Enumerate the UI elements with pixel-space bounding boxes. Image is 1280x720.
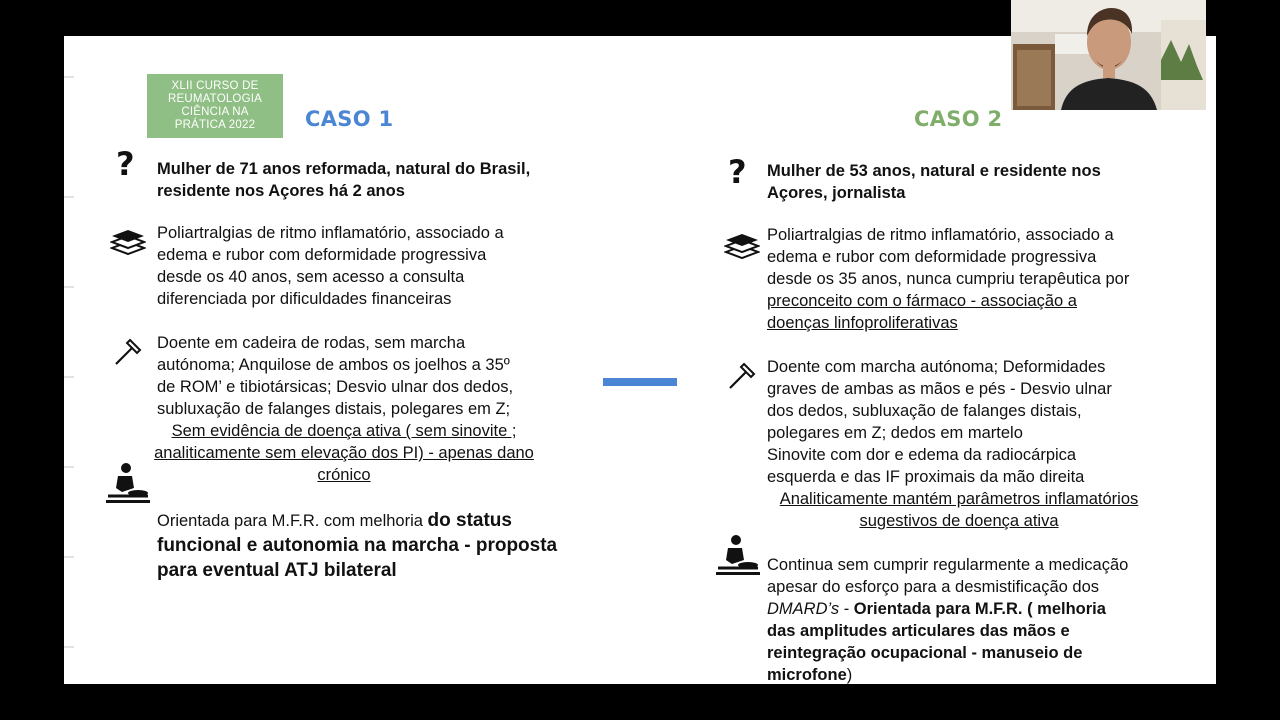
books-icon [724,234,760,260]
reflex-hammer-icon [112,336,144,368]
speaker-webcam-video [1011,0,1206,110]
caso2-treatment: Continua sem cumprir regularmente a medicação apesar do esforço para a desmistificação dos DMARD’s - Orientada para M.F.R. ( melhoria das amplitudes articulares das mãos e reintegração ocupacional - manuseio de microfone) [767,556,1129,684]
books-icon [110,230,146,256]
question-mark-icon: ? [728,153,747,191]
caso2-history: Poliartralgias de ritmo inflamatório, associado a edema e rubor com deformidade progressiva desde os 35 anos, nunca cumpriu terapêutica por preconceito com o fármaco - associação a doenças linfoproliferativas [767,226,1130,332]
reflex-hammer-icon [726,360,758,392]
caso2-identification: Mulher de 53 anos, natural e residente nos Açores, jornalista [767,162,1101,202]
caso2-activity-note: Analiticamente mantém parâmetros inflamatórios sugestivos de doença ativa [779,490,1139,530]
caso1-treatment: Orientada para M.F.R. com melhoria do status funcional e autonomia na marcha - proposta para eventual ATJ bilateral [157,510,558,581]
separator-dash [603,378,677,386]
caso1-exam: Doente em cadeira de rodas, sem marcha autónoma; Anquilose de ambos os joelhos a 35º de ROM’ e tibiotársicas; Desvio ulnar dos dedos, subluxação de falanges distais, polegares em Z; [157,334,514,418]
webcam-frame-image [1011,0,1206,110]
caso1-title: CASO 1 [305,107,394,131]
caso1-activity-note: Sem evidência de doença ativa ( sem sinovite ; analiticamente sem elevação dos PI) - apenas dano crónico [154,422,534,484]
presentation-slide [64,36,1216,684]
caso2-exam: Doente com marcha autónoma; Deformidades graves de ambas as mãos e pés - Desvio ulnar dos dedos, subluxação de falanges distais, polegares em Z; dedos em martelo Sinovite com dor e edema da radiocárpica esquerda e das IF proximais da mão direita [767,358,1112,486]
caso1-identification: Mulher de 71 anos reformada, natural do Brasil, residente nos Açores há 2 anos [157,160,531,200]
caso1-history: Poliartralgias de ritmo inflamatório, associado a edema e rubor com deformidade progressiva desde os 40 anos, sem acesso a consulta diferenciada por dificuldades financeiras [157,224,504,308]
caso2-title: CASO 2 [914,107,1003,131]
question-mark-icon: ? [116,145,135,183]
physiotherapy-icon [714,534,762,578]
course-logo: XLII CURSO DE REUMATOLOGIA CIÊNCIA NA PRÁTICA 2022 [147,74,283,138]
